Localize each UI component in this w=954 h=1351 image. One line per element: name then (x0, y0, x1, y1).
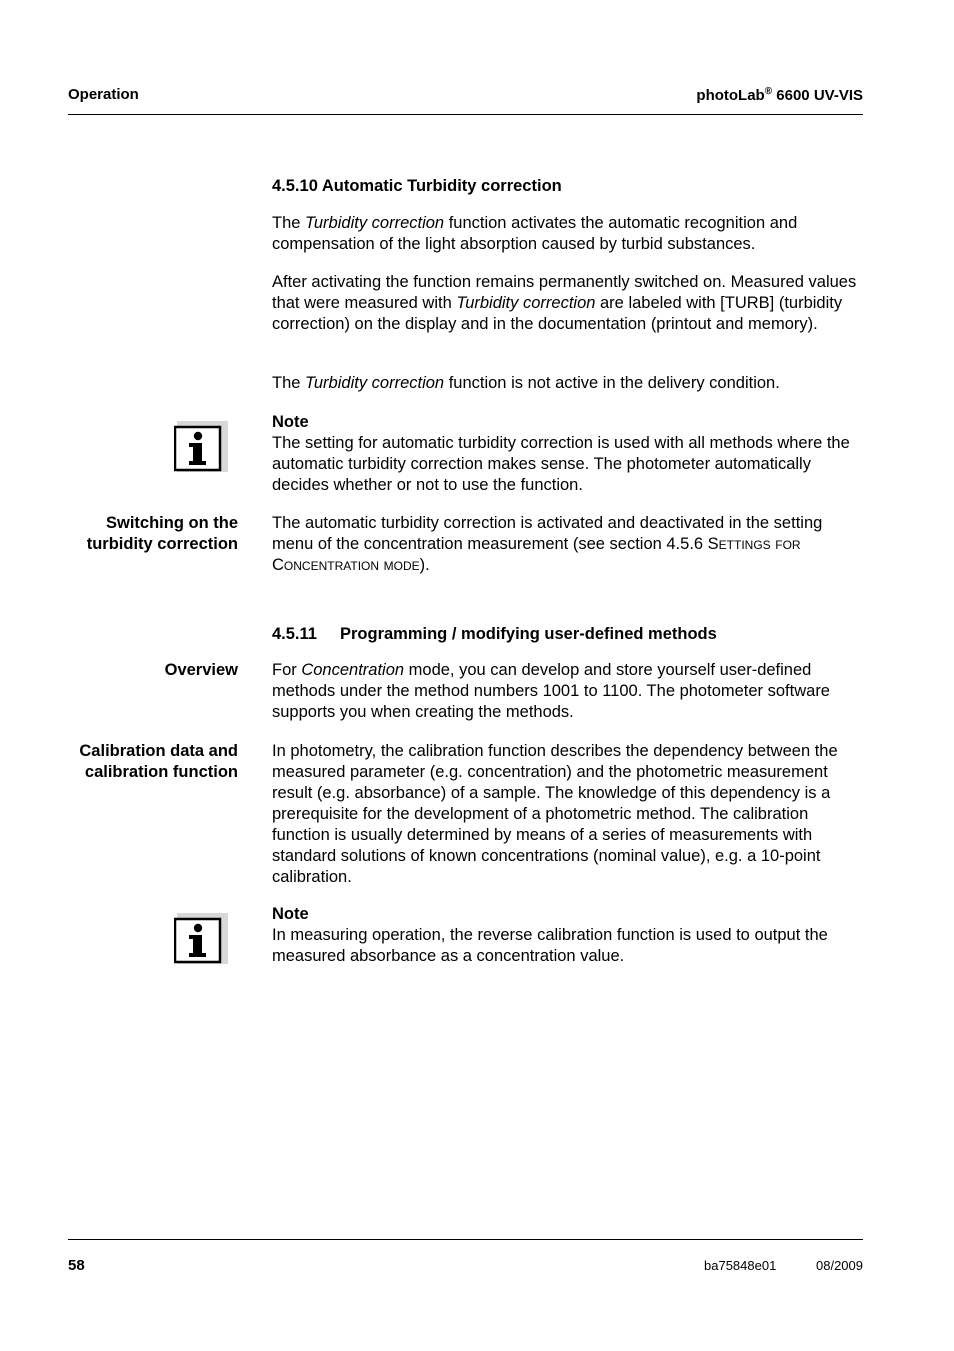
side-heading-switching: Switching on the turbidity correction (86, 514, 238, 553)
paragraph-overview: For Concentration mode, you can develop and store yourself user-defined methods under the method numbers 1001 to 1100. The photometer software supports you when creating the methods. (272, 661, 830, 721)
paragraph-turbidity-activation: After activating the function remains permanently switched on. Measured values that were measured with Turbidity correction are labeled with [TURB] (turbidity correction) on the display and in the documentation (printout and memory). (272, 273, 857, 333)
registered-mark: ® (764, 86, 773, 97)
cross-reference-settings: Settings for (707, 535, 801, 553)
header-rule (68, 114, 863, 115)
document-id: ba75848e01 (704, 1258, 777, 1273)
note-turbidity (272, 412, 867, 496)
info-icon (174, 418, 228, 472)
section-heading-turbidity: 4.5.10 Automatic Turbidity correction (272, 177, 562, 195)
product-model: 6600 UV-VIS (772, 87, 863, 104)
document-date: 08/2009 (816, 1258, 863, 1273)
paragraph-turbidity-intro: The Turbidity correction function activates the automatic recognition and compensation of the light absorption caused by turbid substances. (272, 214, 798, 253)
running-header-section: Operation (68, 86, 139, 103)
note-text: In measuring operation, the reverse calibration function is used to output the measured absorbance as a concentration value. (272, 926, 828, 965)
cross-reference-concentration: Concentration mode (272, 556, 420, 574)
side-heading-calibration: Calibration data and calibration function (79, 742, 238, 781)
running-header-product (696, 86, 863, 104)
page-number: 58 (68, 1257, 85, 1274)
paragraph-switching: The automatic turbidity correction is activated and deactivated in the setting menu of the concentration measurement (see section 4.5.6 Settings for Concentration mode). (272, 514, 823, 574)
paragraph-turbidity-default: The Turbidity correction function is not active in the delivery condition. (272, 374, 780, 392)
product-brand: photoLab (696, 87, 765, 104)
info-icon (174, 910, 228, 964)
footer-rule (68, 1239, 863, 1240)
section-heading-programming: 4.5.11 Programming / modifying user-defined methods (272, 625, 717, 643)
side-heading-overview: Overview (164, 661, 238, 679)
note-title: Note (272, 905, 309, 923)
paragraph-calibration: In photometry, the calibration function describes the dependency between the measured parameter (e.g. concentration) and the photometric measurement result (e.g. absorbance) of a sample. The knowledge of this dependency is a prerequisite for the development of a photometric method. The calibration function is usually determined by means of a series of measurements with standard solutions of known concentrations (nominal value), e.g. a 10-point calibration. (272, 742, 838, 886)
note-calibration (272, 904, 867, 967)
note-text: The setting for automatic turbidity correction is used with all methods where the automatic turbidity correction makes sense. The photometer automatically decides whether or not to use the function. (272, 434, 850, 494)
note-title: Note (272, 413, 309, 431)
